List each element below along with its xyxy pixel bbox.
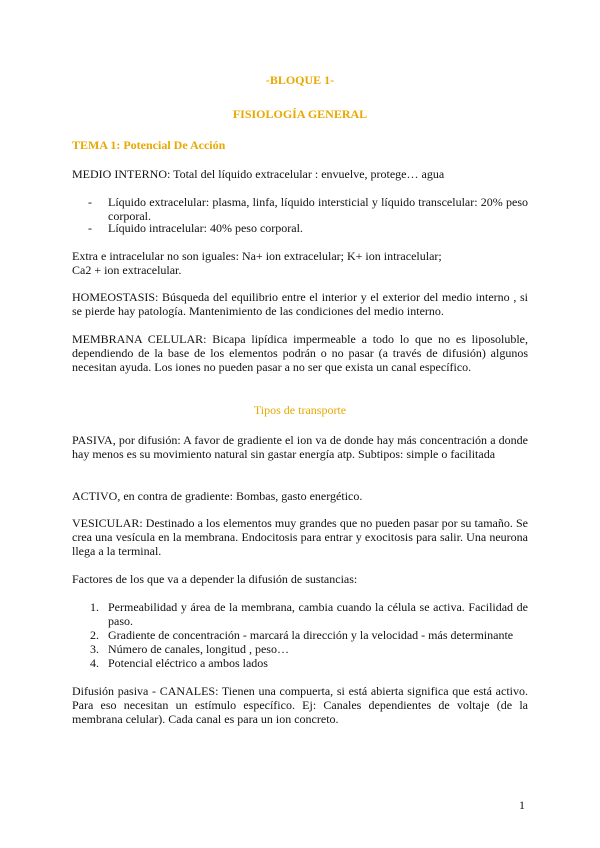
- bullet-mark: -: [88, 195, 92, 209]
- medio-interno-paragraph: MEDIO INTERNO: Total del líquido extracelular : envuelve, protege… agua: [72, 167, 445, 181]
- list-text: Gradiente de concentración - marcará la dirección y la velocidad - más determinante: [108, 628, 514, 642]
- list-number: 3.: [90, 642, 99, 656]
- vesicular-paragraph: VESICULAR: Destinado a los elementos muy grandes que no pueden pasar por su tamaño. Se crea una vesícula en la membrana. Endocitosis para entrar y exocitosis para salir. Una neurona llega a la terminal.: [72, 516, 528, 558]
- canales-paragraph: Difusión pasiva - CANALES: Tienen una compuerta, si está abierta significa que está activo. Para eso necesitan un estímulo específico. Ej: Canales dependientes de voltaje (de la membrana celular). Cada canal es para un ion concreto.: [72, 684, 528, 726]
- list-number: 2.: [90, 628, 99, 642]
- tema-heading: TEMA 1: Potencial De Acción: [72, 138, 226, 152]
- page-number: 1: [519, 798, 525, 812]
- list-text: Potencial eléctrico a ambos lados: [108, 656, 268, 670]
- ions-line-2: Ca2 + ion extracelular.: [72, 263, 182, 277]
- activo-paragraph: ACTIVO, en contra de gradiente: Bombas, gasto energético.: [72, 489, 363, 503]
- subject-title: FISIOLOGÍA GENERAL: [232, 107, 368, 121]
- tipos-transporte-title: Tipos de transporte: [253, 403, 347, 417]
- membrana-paragraph: MEMBRANA CELULAR: Bicapa lipídica impermeable a todo lo que no es liposoluble, dependiendo de la base de los elementos podrán o no pasar (a través de difusión) algunos necesitan ayuda. Los iones no pueden pasar a no ser que exista un canal específico.: [72, 332, 528, 374]
- bloque-title: -BLOQUE 1-: [265, 73, 335, 87]
- list-text: Número de canales, longitud , peso…: [108, 642, 289, 656]
- list-number: 4.: [90, 656, 99, 670]
- homeostasis-paragraph: HOMEOSTASIS: Búsqueda del equilibrio entre el interior y el exterior del medio interno , si se pierde hay patología. Mantenimiento de las condiciones del medio interno.: [72, 290, 528, 318]
- ions-line-1: Extra e intracelular no son iguales: Na+ ion extracelular; K+ ion intracelular;: [72, 249, 442, 263]
- bullet-text: Líquido intracelular: 40% peso corporal.: [108, 221, 303, 235]
- bullet-text: Líquido extracelular: plasma, linfa, líquido intersticial y líquido transcelular: 20% peso corporal.: [108, 195, 528, 223]
- list-text: Permeabilidad y área de la membrana, cambia cuando la célula se activa. Facilidad de paso.: [108, 600, 528, 628]
- bullet-mark: -: [88, 221, 92, 235]
- factores-intro: Factores de los que va a depender la difusión de sustancias:: [72, 572, 358, 586]
- document-page: [72, 0, 528, 848]
- list-number: 1.: [90, 600, 99, 614]
- pasiva-paragraph: PASIVA, por difusión: A favor de gradiente el ion va de donde hay más concentración a donde hay menos es su movimiento natural sin gastar energía atp. Subtipos: simple o facilitada: [72, 433, 528, 461]
